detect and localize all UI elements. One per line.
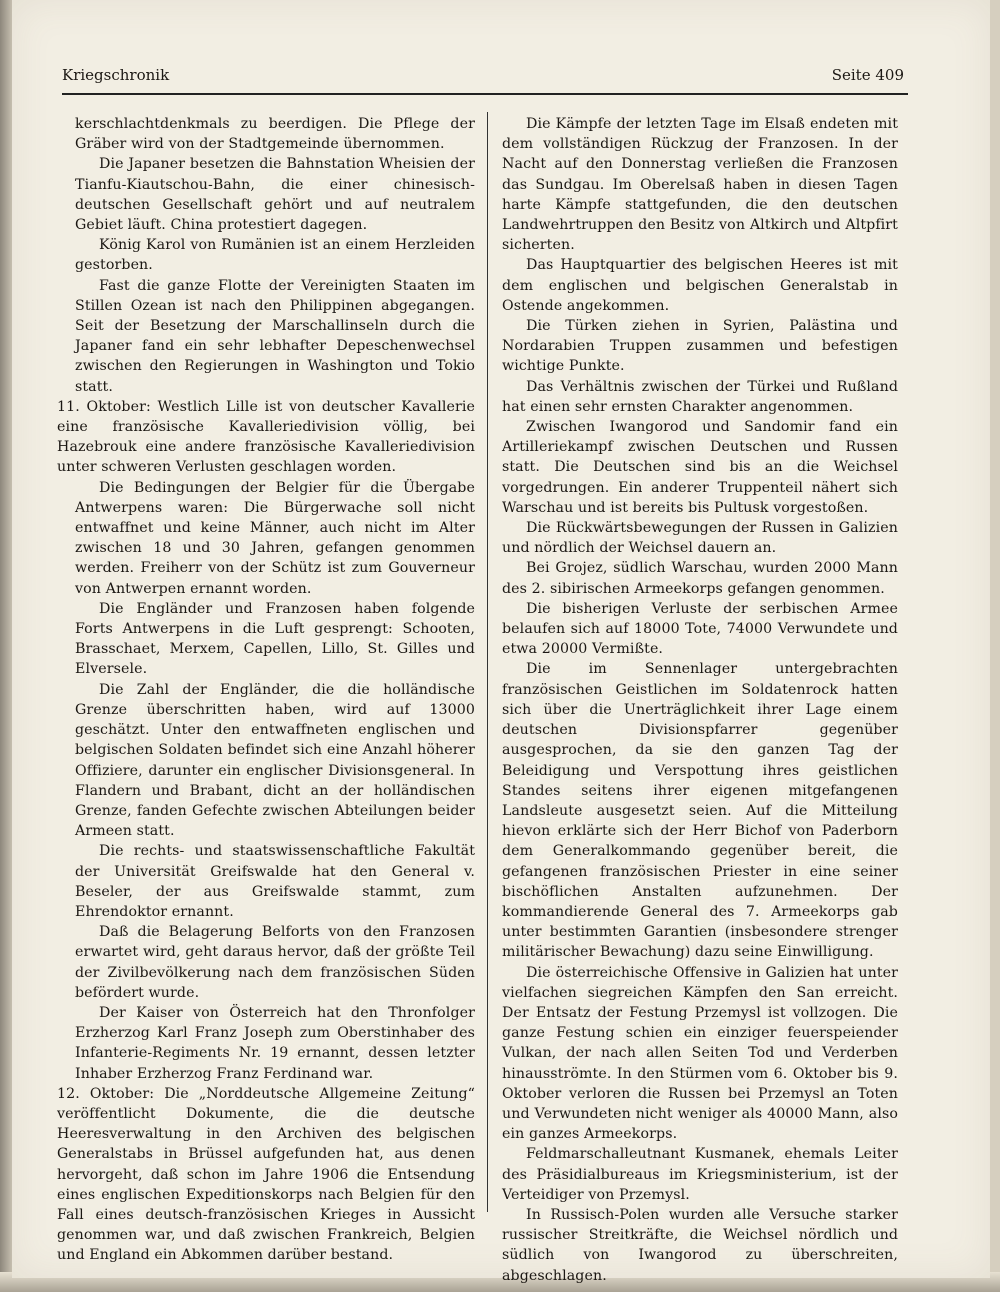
paragraph: Daß die Belagerung Belforts von den Franzosen erwartet wird, geht daraus hervor, daß der größte Teil der Zivilbevölkerung nach dem französischen Süden befördert wurde. <box>75 924 475 1001</box>
paragraph: Das Verhältnis zwischen der Türkei und Rußland hat einen sehr ernsten Charakter angenommen. <box>502 378 898 415</box>
paragraph: Das Hauptquartier des belgischen Heeres ist mit dem englischen und belgischen Generalstab in Ostende angekommen. <box>502 257 898 314</box>
column-divider <box>487 112 488 1212</box>
dated-paragraph: 12. Oktober: Die „Norddeutsche Allgemeine Zeitung“ veröffentlicht Dokumente, die die deutsche Heeresverwaltung in den Archiven des belgischen Generalstabs in Brüssel aufgefunden hat, aus denen hervorgeht, daß schon im Jahre 1906 die Entsendung eines englischen Expeditionskorps nach Belgien für den Fall eines deutsch-französischen Krieges in Aussicht genommen war, und daß zwischen Frankreich, Belgien und England ein Abkommen darüber bestand. <box>57 1085 475 1264</box>
paragraph: Feldmarschalleutnant Kusmanek, ehemals Leiter des Präsidialbureaus im Kriegsministerium, ist der Verteidiger von Przemysl. <box>502 1146 898 1203</box>
paragraph: Der Kaiser von Österreich hat den Thronfolger Erzherzog Karl Franz Joseph zum Oberstinhaber des Infanterie-Regiments Nr. 19 ernannt, dessen letzter Inhaber Erzherzog Franz Ferdinand war. <box>75 1004 475 1082</box>
paragraph: Die bisherigen Verluste der serbischen Armee belaufen sich auf 18000 Tote, 74000 Verwundete und etwa 20000 Vermißte. <box>502 600 898 658</box>
paragraph: In Russisch-Polen wurden alle Versuche starker russischer Streitkräfte, die Weichsel nördlich und südlich von Iwangorod zu überschreiten, abgeschlagen. <box>502 1206 898 1284</box>
paragraph: Die rechts- und staatswissenschaftliche Fakultät der Universität Greifswalde hat den General v. Beseler, der aus Greifswalde stammt, zum Ehrendoktor ernannt. <box>75 843 475 920</box>
paragraph: Die Engländer und Franzosen haben folgende Forts Antwerpens in die Luft gesprengt: Schooten, Brasschaet, Merxem, Capellen, Lillo, St. Gilles und Elversele. <box>75 600 475 678</box>
left-column <box>57 114 475 1266</box>
running-header <box>62 66 904 92</box>
paragraph: kerschlachtdenkmals zu beerdigen. Die Pflege der Gräber wird von der Stadtgemeinde übernommen. <box>75 116 475 153</box>
paragraph: Die Japaner besetzen die Bahnstation Wheisien der Tianfu-Kiautschou-Bahn, die einer chinesisch-deutschen Gesellschaft gehört und auf neutralem Gebiet läuft. China protestiert dagegen. <box>75 156 475 234</box>
paragraph: Die Rückwärtsbewegungen der Russen in Galizien und nördlich der Weichsel dauern an. <box>502 520 898 557</box>
paragraph: Die Bedingungen der Belgier für die Übergabe Antwerpens waren: Die Bürgerwache soll nicht entwaffnet und keine Männer, auch nicht im Alter zwischen 18 und 30 Jahren, gefangen genommen werden. Freiherr von der Schütz ist zum Gouverneur von Antwerpen ernannt worden. <box>75 479 475 597</box>
paragraph: Die Türken ziehen in Syrien, Palästina und Nordarabien Truppen zusammen und befestigen wichtige Punkte. <box>502 318 898 375</box>
paragraph: Fast die ganze Flotte der Vereinigten Staaten im Stillen Ozean ist nach den Philippinen abgegangen. Seit der Besetzung der Marschallinseln durch die Japaner fand ein sehr lebhafter Depeschenwechsel zwischen den Regierungen in Washington und Tokio statt. <box>75 277 475 395</box>
paragraph: Die Zahl der Engländer, die die holländische Grenze überschritten haben, wird auf 13000 geschätzt. Unter den entwaffneten englischen und belgischen Soldaten befindet sich eine Anzahl höherer Offiziere, darunter ein englischer Divisionsgeneral. In Flandern und Brabant, dicht an der holländischen Grenze, fanden Gefechte zwischen Abteilungen beider Armeen statt. <box>75 681 475 840</box>
paragraph: Zwischen Iwangorod und Sandomir fand ein Artilleriekampf zwischen Deutschen und Russen statt. Die Deutschen sind bis an die Weichsel vorgedrungen. Ein anderer Truppenteil nähert sich Warschau und ist bereits bis Pultusk vorgestoßen. <box>502 419 898 516</box>
header-rule <box>62 93 908 95</box>
paragraph: König Karol von Rumänien ist an einem Herzleiden gestorben. <box>75 237 475 274</box>
running-title: Kriegschronik <box>62 66 170 84</box>
dated-paragraph: 11. Oktober: Westlich Lille ist von deutscher Kavallerie eine französische Kavalleriedivision völlig, bei Hazebrouk eine andere französische Kavalleriedivision unter schweren Verlusten geschlagen worden. <box>57 398 475 476</box>
paragraph: Die österreichische Offensive in Galizien hat unter vielfachen siegreichen Kämpfen den San erreicht. Der Entsatz der Festung Przemysl ist vollzogen. Die ganze Festung schien ein einziger feuerspeiender Vulkan, der nach allen Seiten Tod und Verderben hinausströmte. In den Stürmen vom 6. Oktober bis 9. Oktober verloren die Russen bei Przemysl an Toten und Verwundeten nicht weniger als 40000 Mann, also ein ganzes Armeekorps. <box>502 964 898 1143</box>
page-number: Seite 409 <box>831 66 904 84</box>
paragraph: Die Kämpfe der letzten Tage im Elsaß endeten mit dem vollständigen Rückzug der Franzosen. In der Nacht auf den Donnerstag verließen die Franzosen das Sundgau. Im Oberelsaß haben in diesen Tagen harte Kämpfe stattgefunden, die den deutschen Landwehrtruppen den Besitz von Altkirch und Altpfirt sicherten. <box>502 116 898 254</box>
right-column <box>502 114 898 1286</box>
paragraph: Bei Grojez, südlich Warschau, wurden 2000 Mann des 2. sibirischen Armeekorps gefangen genommen. <box>502 560 898 597</box>
paragraph: Die im Sennenlager untergebrachten französischen Geistlichen im Soldatenrock hatten sich über die Unerträglichkeit ihrer Lage einem deutschen Divisionspfarrer gegenüber ausgesprochen, da sie den ganzen Tag der Beleidigung und Verspottung ihres geistlichen Standes seitens ihrer eigenen mitgefangenen Landsleute ausgesetzt seien. Auf die Mitteilung hievon erklärte sich der Herr Bichof von Paderborn dem Generalkommando gegenüber bereit, die gefangenen französischen Priester in eine seiner bischöflichen Anstalten aufzunehmen. Der kommandierende General des 7. Armeekorps gab unter bestimmten Garantien (insbesondere strenger militärischer Bewachung) dazu seine Einwilligung. <box>502 661 898 961</box>
